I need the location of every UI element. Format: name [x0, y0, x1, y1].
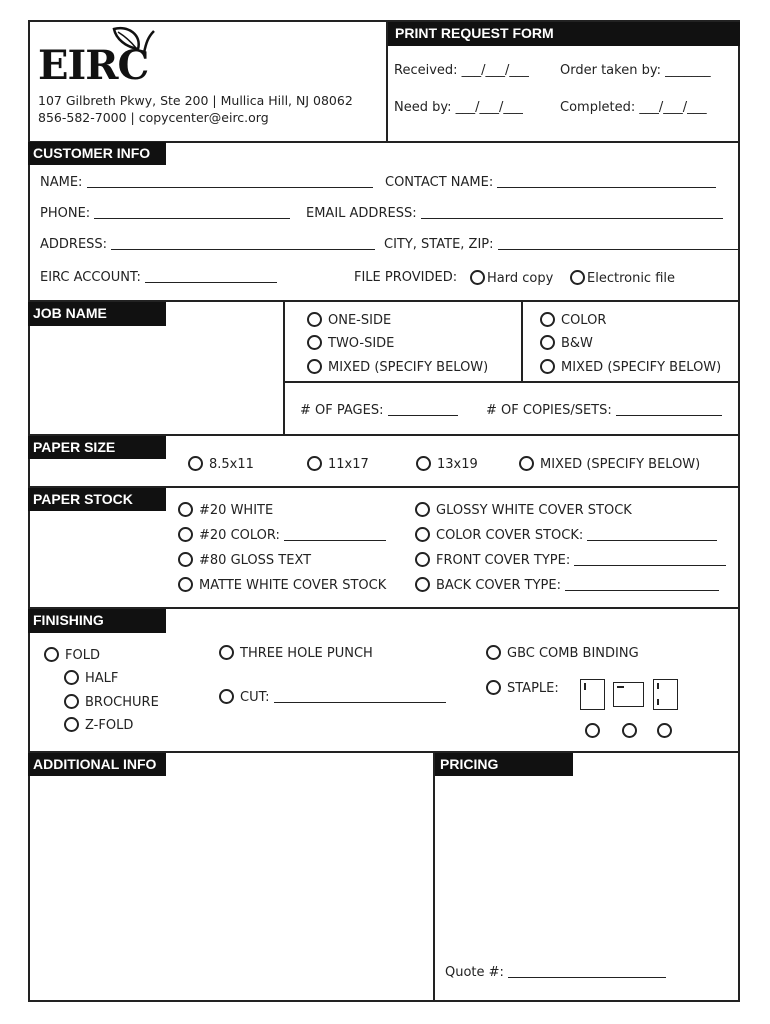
section-header-pricing: PRICING — [435, 753, 573, 776]
color-mixed-label: MIXED (SPECIFY BELOW) — [561, 360, 722, 375]
back-cover-type-option[interactable] — [415, 577, 719, 594]
two-side-option[interactable] — [307, 335, 394, 352]
completed-field[interactable]: Completed: ___/___/___ — [560, 100, 707, 115]
sides-mixed-label: MIXED (SPECIFY BELOW) — [328, 360, 489, 375]
quote-field[interactable] — [445, 965, 666, 981]
two-side-radio[interactable] — [307, 335, 322, 350]
color-mixed-radio[interactable] — [540, 359, 555, 374]
stock-color-cover-label: COLOR COVER STOCK: — [436, 528, 584, 543]
address-label: ADDRESS: — [40, 237, 108, 252]
num-copies-label: # OF COPIES/SETS: — [486, 403, 612, 418]
size-11x17-option[interactable] — [307, 456, 369, 473]
cut-line[interactable] — [274, 690, 446, 703]
fold-z-radio[interactable] — [64, 717, 79, 732]
eirc-account-field[interactable] — [40, 270, 277, 286]
fold-half-label: HALF — [85, 671, 119, 686]
size-11x17-radio[interactable] — [307, 456, 322, 471]
contact-name-line[interactable] — [497, 175, 716, 188]
stock-glossy-white-radio[interactable] — [415, 502, 430, 517]
section-header-additional-info: ADDITIONAL INFO — [28, 753, 166, 776]
sides-mixed-radio[interactable] — [307, 359, 322, 374]
num-copies-line[interactable] — [616, 403, 722, 416]
section-header-paper-size: PAPER SIZE — [28, 436, 166, 459]
job-divider-2 — [521, 300, 523, 382]
staple-side-two-icon — [653, 679, 678, 710]
stock-20-white-option[interactable] — [178, 502, 273, 519]
size-13x19-radio[interactable] — [416, 456, 431, 471]
num-pages-line[interactable] — [388, 403, 458, 416]
hard-copy-option[interactable] — [470, 270, 553, 287]
gbc-comb-binding-radio[interactable] — [486, 645, 501, 660]
stock-color-cover-line[interactable] — [587, 528, 717, 541]
eirc-logo: EIRC — [38, 42, 149, 89]
fold-radio[interactable] — [44, 647, 59, 662]
size-11x17-label: 11x17 — [328, 457, 369, 472]
section-header-customer-info: CUSTOMER INFO — [28, 142, 166, 165]
rule-job-mid — [283, 381, 740, 383]
staple-label: STAPLE: — [507, 681, 559, 696]
three-hole-punch-radio[interactable] — [219, 645, 234, 660]
num-pages-label: # OF PAGES: — [300, 403, 384, 418]
back-cover-type-label: BACK COVER TYPE: — [436, 578, 561, 593]
size-8-5x11-option[interactable] — [188, 456, 254, 473]
stock-20-color-radio[interactable] — [178, 527, 193, 542]
fold-half-option[interactable] — [64, 670, 118, 687]
city-state-zip-line[interactable] — [498, 237, 738, 250]
staple-top-horizontal-radio[interactable] — [622, 723, 637, 738]
stock-20-color-label: #20 COLOR: — [199, 528, 280, 543]
file-provided-label: FILE PROVIDED: — [354, 270, 458, 285]
stock-matte-white-radio[interactable] — [178, 577, 193, 592]
need-by-field[interactable]: Need by: ___/___/___ — [394, 100, 523, 115]
size-8-5x11-radio[interactable] — [188, 456, 203, 471]
fold-z-label: Z-FOLD — [85, 718, 134, 733]
stock-glossy-white-label: GLOSSY WHITE COVER STOCK — [436, 503, 632, 518]
email-field[interactable] — [306, 206, 723, 222]
size-mixed-label: MIXED (SPECIFY BELOW) — [540, 457, 701, 472]
stock-80-gloss-radio[interactable] — [178, 552, 193, 567]
form-title: PRINT REQUEST FORM — [388, 22, 740, 46]
staple-top-left-icon — [580, 679, 605, 710]
email-line[interactable] — [421, 206, 723, 219]
section-header-finishing: FINISHING — [28, 609, 166, 633]
gbc-comb-binding-label: GBC COMB BINDING — [507, 646, 639, 661]
name-line[interactable] — [87, 175, 373, 188]
order-taken-by-field[interactable]: Order taken by: _______ — [560, 63, 711, 78]
fold-z-option[interactable] — [64, 717, 133, 734]
contact-name-label: CONTACT NAME: — [385, 175, 494, 190]
bw-label: B&W — [561, 336, 593, 351]
staple-option[interactable] — [486, 680, 559, 697]
three-hole-punch-label: THREE HOLE PUNCH — [240, 646, 373, 661]
stock-glossy-white-option[interactable] — [415, 502, 632, 519]
phone-line[interactable] — [94, 206, 290, 219]
city-state-zip-field[interactable] — [384, 237, 738, 253]
front-cover-type-label: FRONT COVER TYPE: — [436, 553, 571, 568]
back-cover-type-line[interactable] — [565, 578, 719, 591]
staple-top-left-radio[interactable] — [585, 723, 600, 738]
size-13x19-option[interactable] — [416, 456, 478, 473]
name-field[interactable] — [40, 175, 373, 191]
electronic-file-radio[interactable] — [570, 270, 585, 285]
num-pages-field[interactable] — [300, 403, 458, 419]
color-option[interactable] — [540, 312, 606, 329]
color-mixed-option[interactable] — [540, 359, 721, 376]
cut-radio[interactable] — [219, 689, 234, 704]
name-label: NAME: — [40, 175, 83, 190]
eirc-account-line[interactable] — [145, 270, 277, 283]
two-side-label: TWO-SIDE — [328, 336, 395, 351]
fold-brochure-option[interactable] — [64, 694, 159, 711]
front-cover-type-line[interactable] — [574, 553, 726, 566]
additional-info-area[interactable] — [34, 780, 426, 996]
eirc-account-label: EIRC ACCOUNT: — [40, 270, 141, 285]
stock-20-color-option[interactable] — [178, 527, 386, 544]
one-side-radio[interactable] — [307, 312, 322, 327]
color-label: COLOR — [561, 313, 607, 328]
quote-line[interactable] — [508, 965, 666, 978]
staple-radio[interactable] — [486, 680, 501, 695]
stock-80-gloss-label: #80 GLOSS TEXT — [199, 553, 312, 568]
three-hole-punch-option[interactable] — [219, 645, 373, 662]
phone-field[interactable] — [40, 206, 290, 222]
size-13x19-label: 13x19 — [437, 457, 478, 472]
color-radio[interactable] — [540, 312, 555, 327]
quote-label: Quote #: — [445, 965, 504, 980]
size-mixed-option[interactable] — [519, 456, 700, 473]
fold-label: FOLD — [65, 648, 100, 663]
staple-side-two-radio[interactable] — [657, 723, 672, 738]
cut-option[interactable] — [219, 689, 446, 706]
cut-label: CUT: — [240, 690, 270, 705]
address-line-1: 107 Gilbreth Pkwy, Ste 200 | Mullica Hill, NJ 08062 — [38, 93, 353, 108]
num-copies-field[interactable] — [486, 403, 722, 419]
sides-mixed-option[interactable] — [307, 359, 488, 376]
one-side-option[interactable] — [307, 312, 391, 329]
fold-half-radio[interactable] — [64, 670, 79, 685]
stock-20-white-radio[interactable] — [178, 502, 193, 517]
one-side-label: ONE-SIDE — [328, 313, 392, 328]
hard-copy-radio[interactable] — [470, 270, 485, 285]
front-cover-type-option[interactable] — [415, 552, 726, 569]
size-mixed-radio[interactable] — [519, 456, 534, 471]
pricing-divider — [433, 751, 435, 1002]
front-cover-type-radio[interactable] — [415, 552, 430, 567]
size-8-5x11-label: 8.5x11 — [209, 457, 254, 472]
stock-20-color-line[interactable] — [284, 528, 386, 541]
fold-brochure-radio[interactable] — [64, 694, 79, 709]
stock-color-cover-radio[interactable] — [415, 527, 430, 542]
stock-matte-white-option[interactable] — [178, 577, 386, 594]
section-header-job-name: JOB NAME — [28, 302, 166, 326]
bw-radio[interactable] — [540, 335, 555, 350]
phone-label: PHONE: — [40, 206, 91, 221]
hard-copy-label: Hard copy — [487, 271, 554, 286]
contact-name-field[interactable] — [385, 175, 716, 191]
stock-20-white-label: #20 WHITE — [199, 503, 274, 518]
address-field[interactable] — [40, 237, 375, 253]
email-label: EMAIL ADDRESS: — [306, 206, 417, 221]
back-cover-type-radio[interactable] — [415, 577, 430, 592]
address-line-2: 856-582-7000 | copycenter@eirc.org — [38, 110, 269, 125]
bw-option[interactable] — [540, 335, 593, 352]
received-field[interactable]: Received: ___/___/___ — [394, 63, 529, 78]
pricing-area[interactable] — [440, 780, 735, 960]
stock-color-cover-option[interactable] — [415, 527, 717, 544]
fold-brochure-label: BROCHURE — [85, 695, 159, 710]
electronic-file-label: Electronic file — [587, 271, 676, 286]
gbc-comb-binding-option[interactable] — [486, 645, 639, 662]
address-line[interactable] — [111, 237, 375, 250]
staple-top-horizontal-icon — [613, 682, 644, 707]
stock-matte-white-label: MATTE WHITE COVER STOCK — [199, 578, 387, 593]
stock-80-gloss-option[interactable] — [178, 552, 311, 569]
job-divider-1 — [283, 300, 285, 435]
section-header-paper-stock: PAPER STOCK — [28, 488, 166, 511]
city-state-zip-label: CITY, STATE, ZIP: — [384, 237, 494, 252]
electronic-file-option[interactable] — [570, 270, 675, 287]
fold-option[interactable] — [44, 647, 100, 664]
